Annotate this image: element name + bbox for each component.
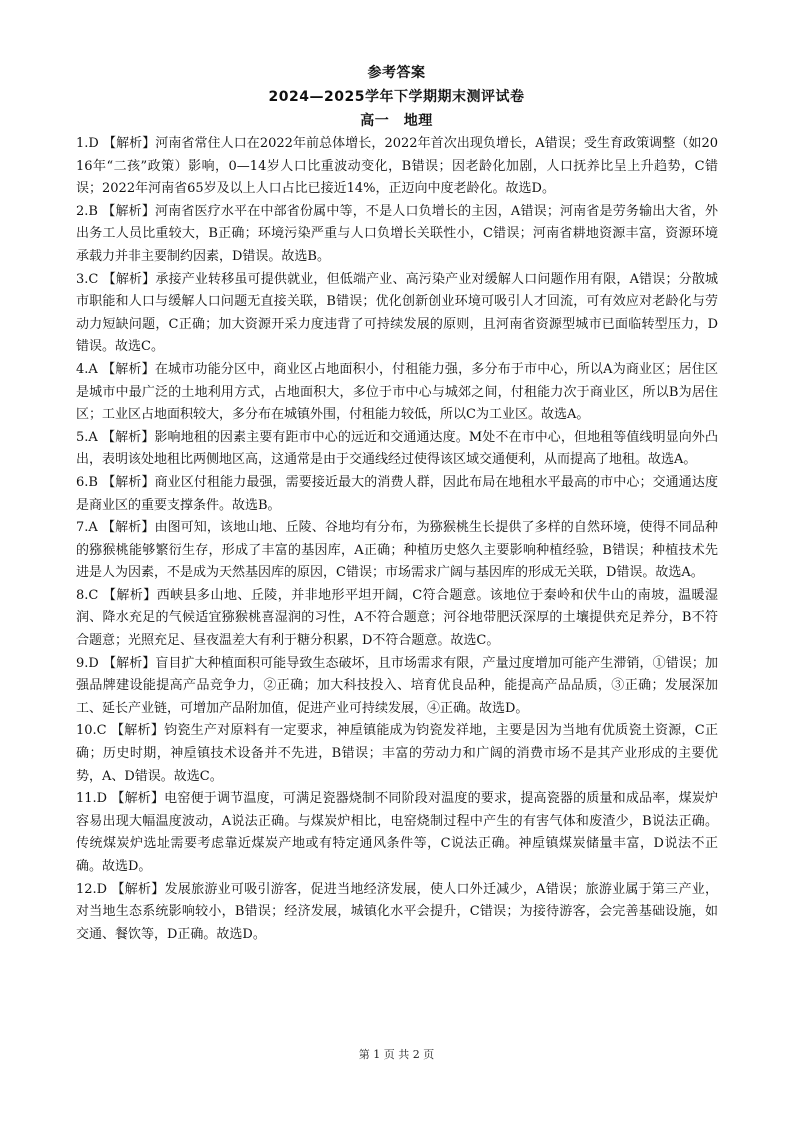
answer-item: 5.A 【解析】影响地租的因素主要有距市中心的远近和交通通达度。M处不在市中心，但地租等值线明显向外凸出，表明该处地租比两侧地区高，这通常是由于交通线经过使得该区域交通便利，从而提高了地租。故选A。 xyxy=(76,429,718,468)
subject-title: 高一 地理 xyxy=(360,113,433,129)
answer-item: 8.C 【解析】西峡县多山地、丘陵，并非地形平坦开阔，C符合题意。该地位于秦岭和伏牛山的南坡，温暖湿润、降水充足的气候适宜猕猴桃喜湿润的习性，A不符合题意；河谷地带肥沃深厚的土壤提供充足养分，B不符合题意；光照充足、昼夜温差大有利于糖分积累，D不符合题意。故选C。 xyxy=(76,587,718,649)
page-number: 第 1 页 共 2 页 xyxy=(358,1048,435,1061)
answer-item: 12.D 【解析】发展旅游业可吸引游客，促进当地经济发展，使人口外迁减少，A错误；旅游业属于第三产业，对当地生态系统影响较小，B错误；经济发展，城镇化水平会提升，C错误；为接待游客，会完善基础设施，如交通、餐饮等，D正确。故选D。 xyxy=(76,881,718,942)
answer-item: 9.D 【解析】盲目扩大种植面积可能导致生态破坏，且市场需求有限，产量过度增加可能产生滞销，①错误；加强品牌建设能提高产品竞争力，②正确；加大科技投入、培育优良品种，能提高产品品质，③正确；发展深加工、延长产业链，可增加产品附加值，促进产业可持续发展，④正确。故选D。 xyxy=(76,655,718,716)
answer-item: 3.C 【解析】承接产业转移虽可提供就业，但低端产业、高污染产业对缓解人口问题作用有限，A错误；分散城市职能和人口与缓解人口问题无直接关联，B错误；优化创新创业环境可吸引人才回流，可有效应对老龄化与劳动力短缺问题，C正确；加大资源开采力度违背了可持续发展的原则，且河南省资源型城市已面临转型压力，D错误。故选C。 xyxy=(76,271,718,355)
answer-list xyxy=(76,133,718,946)
answer-item: 1.D 【解析】河南省常住人口在2022年前总体增长，2022年首次出现负增长，A错误；受生育政策调整（如2016年“二孩”政策）影响，0—14岁人口比重波动变化，B错误；因老龄化加剧，人口抚养比呈上升趋势，C错误；2022年河南省65岁及以上人口占比已接近14%，正迈向中度老龄化。故选D。 xyxy=(76,136,718,197)
answer-item: 10.C 【解析】钧瓷生产对原料有一定要求，神垕镇能成为钧瓷发祥地，主要是因为当地有优质瓷土资源，C正确；历史时期，神垕镇技术设备并不先进，B错误；丰富的劳动力和广阔的消费市场不是其产业形成的主要优势，A、D错误。故选C。 xyxy=(76,723,718,784)
answer-item: 6.B 【解析】商业区付租能力最强，需要接近最大的消费人群，因此布局在地租水平最高的市中心；交通通达度是商业区的重要支撑条件。故选B。 xyxy=(76,474,718,513)
answer-item: 11.D 【解析】电窑便于调节温度，可满足瓷器烧制不同阶段对温度的要求，提高瓷器的质量和成品率，煤炭炉容易出现大幅温度波动，A说法正确。与煤炭炉相比，电窑烧制过程中产生的有害气体和废渣少，B说法正确。传统煤炭炉选址需要考虑靠近煤炭产地或有特定通风条件等，C说法正确。神垕镇煤炭储量丰富，D说法不正确。故选D。 xyxy=(76,791,718,874)
answer-item: 7.A 【解析】由图可知，该地山地、丘陵、谷地均有分布，为猕猴桃生长提供了多样的自然环境，使得不同品种的猕猴桃能够繁衍生存，形成了丰富的基因库，A正确；种植历史悠久主要影响种植经验，B错误；种植技术先进是人为因素，不是成为天然基因库的原因，C错误；市场需求广阔与基因库的形成无关联，D错误。故选A。 xyxy=(76,520,718,581)
answer-item: 4.A 【解析】在城市功能分区中，商业区占地面积小，付租能力强，多分布于市中心，所以A为商业区；居住区是城市中最广泛的土地利用方式，占地面积大，多位于市中心与城郊之间，付租能力次于商业区，所以B为居住区；工业区占地面积较大，多分布在城镇外围，付租能力较低，所以C为工业区。故选A。 xyxy=(76,361,718,423)
doc-title: 参考答案 xyxy=(367,65,426,81)
answer-item: 2.B 【解析】河南省医疗水平在中部省份属中等，不是人口负增长的主因，A错误；河南省是劳务输出大省，外出务工人员比重较大，B正确；环境污染严重与人口负增长关联性小，C错误；河南省耕地资源丰富，资源环境承载力并非主要制约因素，D错误。故选B。 xyxy=(76,203,718,264)
exam-title: 2024—2025学年下学期期末测评试卷 xyxy=(268,89,525,105)
